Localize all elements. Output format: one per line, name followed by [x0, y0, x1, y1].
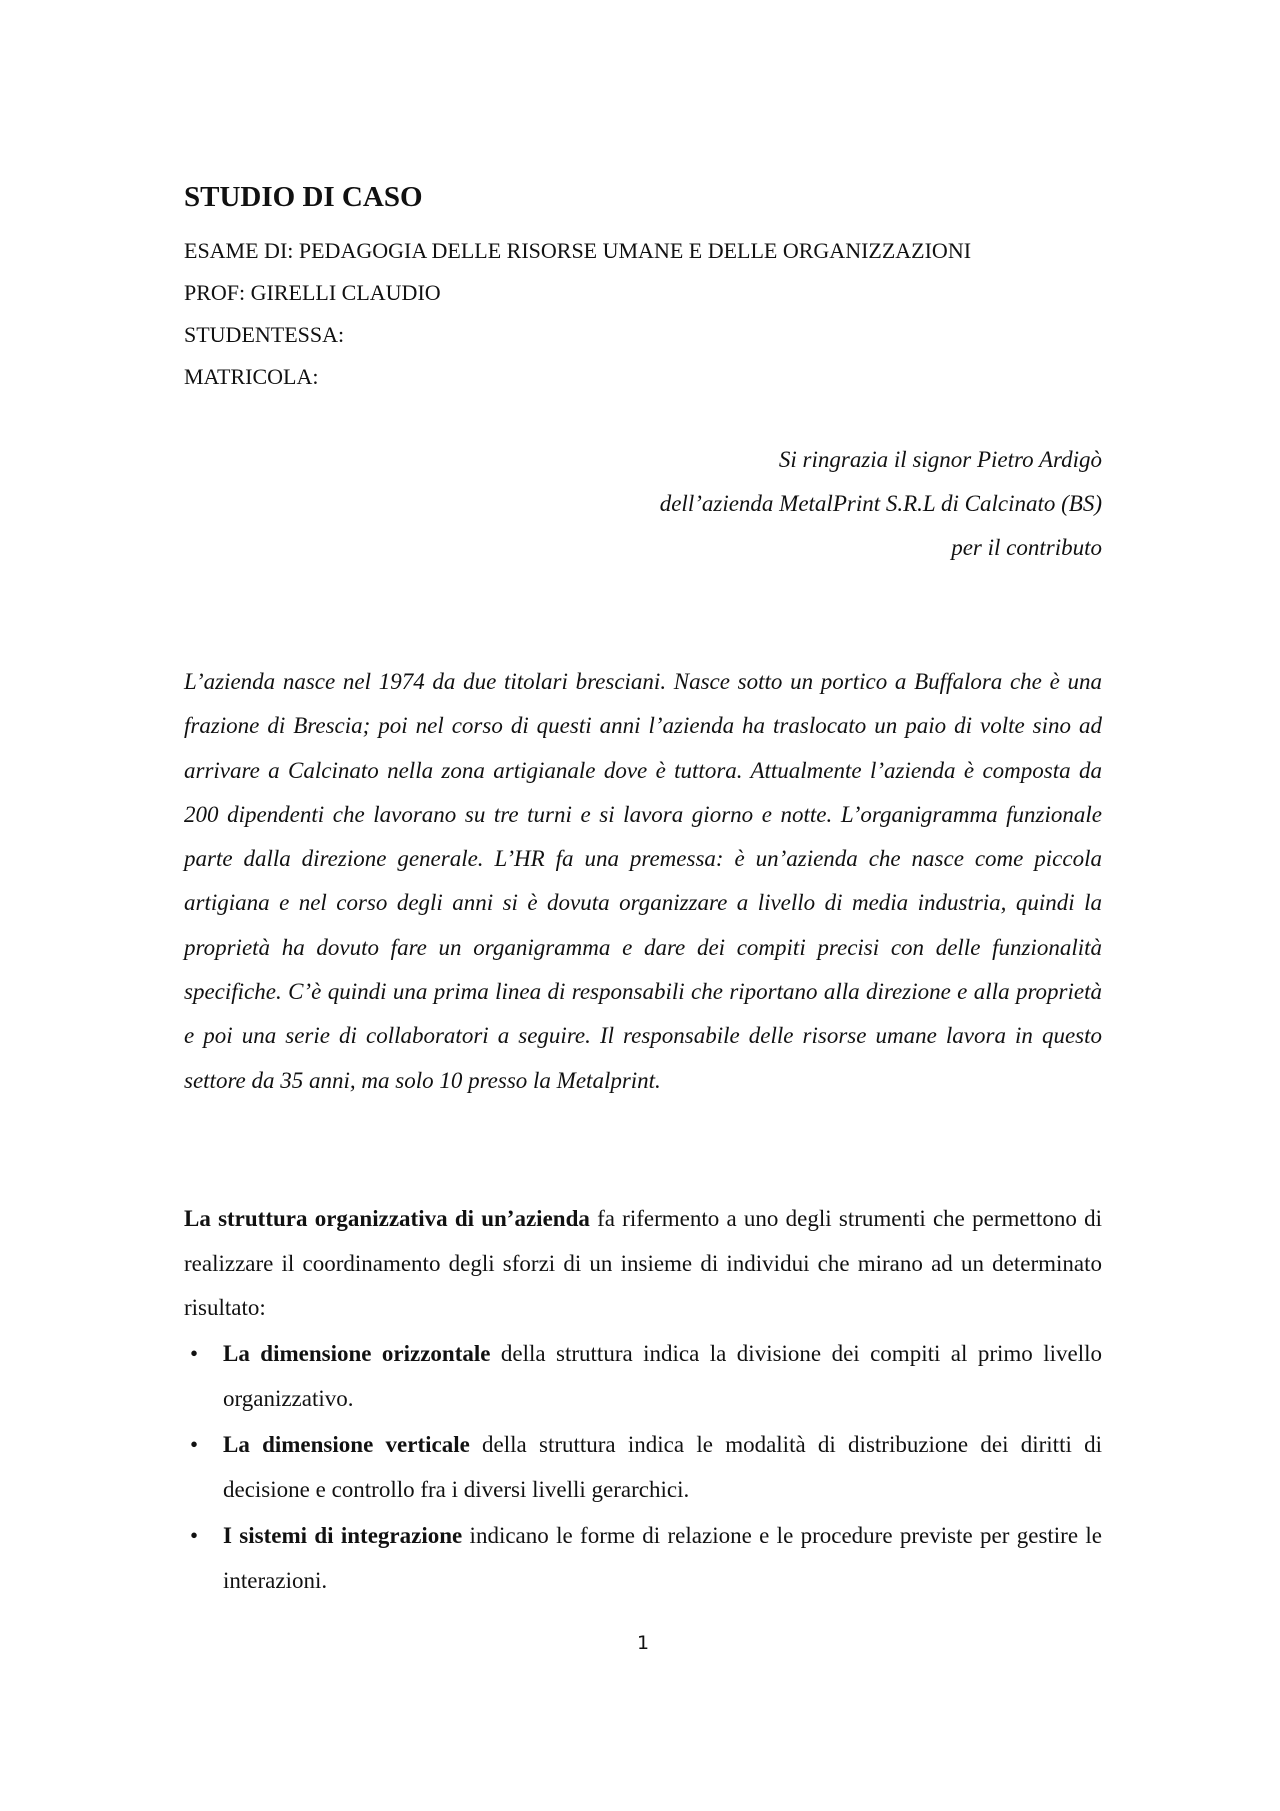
list-item: [184, 1514, 1102, 1603]
document-title: STUDIO DI CASO: [184, 181, 423, 213]
acknowledgement-line-3: per il contributo: [951, 535, 1102, 560]
bullet-bold: I sistemi di integrazione: [223, 1523, 463, 1548]
list-item: [184, 1332, 1102, 1421]
bullet-icon: •: [189, 1523, 199, 1548]
acknowledgement: [660, 438, 1102, 570]
acknowledgement-line-2: dell’azienda MetalPrint S.R.L di Calcinato (BS): [659, 491, 1102, 516]
professor-line: PROF: GIRELLI CLAUDIO: [184, 280, 441, 305]
page-number: 1: [636, 1632, 650, 1654]
document-page: [184, 0, 1102, 1811]
bullet-list: [184, 1332, 1102, 1605]
structure-text: fa rifermento a uno degli strumenti che permettono di realizzare il coordinamento degli sforzi di un insieme di individui che mirano ad un determinato risultato:: [184, 1206, 1102, 1320]
exam-line: ESAME DI: PEDAGOGIA DELLE RISORSE UMANE E DELLE ORGANIZZAZIONI: [184, 238, 972, 263]
student-line: STUDENTESSA:: [184, 322, 345, 347]
acknowledgement-line-1: Si ringrazia il signor Pietro Ardigò: [778, 447, 1102, 472]
document-header: [184, 230, 971, 398]
bullet-icon: •: [189, 1432, 199, 1457]
bullet-bold: La dimensione verticale: [223, 1432, 470, 1457]
bullet-bold: La dimensione orizzontale: [223, 1341, 491, 1366]
structure-paragraph: [184, 1197, 1102, 1331]
list-item: [184, 1423, 1102, 1512]
bullet-icon: •: [189, 1341, 199, 1366]
bullet-text: indicano le forme di relazione e le procedure previste per gestire le interazioni.: [223, 1523, 1102, 1593]
structure-bold-lead: La struttura organizzativa di un’azienda: [184, 1206, 590, 1231]
intro-paragraph: L’azienda nasce nel 1974 da due titolari bresciani. Nasce sotto un portico a Buffalora che è una frazione di Brescia; poi nel corso di questi anni l’azienda ha traslocato un paio di volte sino ad arrivare a Calcinato nella zona artigianale dove è tuttora. Attualmente l’azienda è composta da 200 dipendenti che lavorano su tre turni e si lavora giorno e notte. L’organigramma funzionale parte dalla direzione generale. L’HR fa una premessa: è un’azienda che nasce come piccola artigiana e nel corso degli anni si è dovuta organizzare a livello di media industria, quindi la proprietà ha dovuto fare un organigramma e dare dei compiti precisi con delle funzionalità specifiche. C’è quindi una prima linea di responsabili che riportano alla direzione e alla proprietà e poi una serie di collaboratori a seguire. Il responsabile delle risorse umane lavora in questo settore da 35 anni, ma solo 10 presso la Metalprint.: [184, 669, 1102, 1093]
matricola-line: MATRICOLA:: [184, 364, 319, 389]
bullet-text: della struttura indica le modalità di distribuzione dei diritti di decisione e controllo fra i diversi livelli gerarchici.: [223, 1432, 1102, 1502]
bullet-text: della struttura indica la divisione dei compiti al primo livello organizzativo.: [223, 1341, 1102, 1411]
